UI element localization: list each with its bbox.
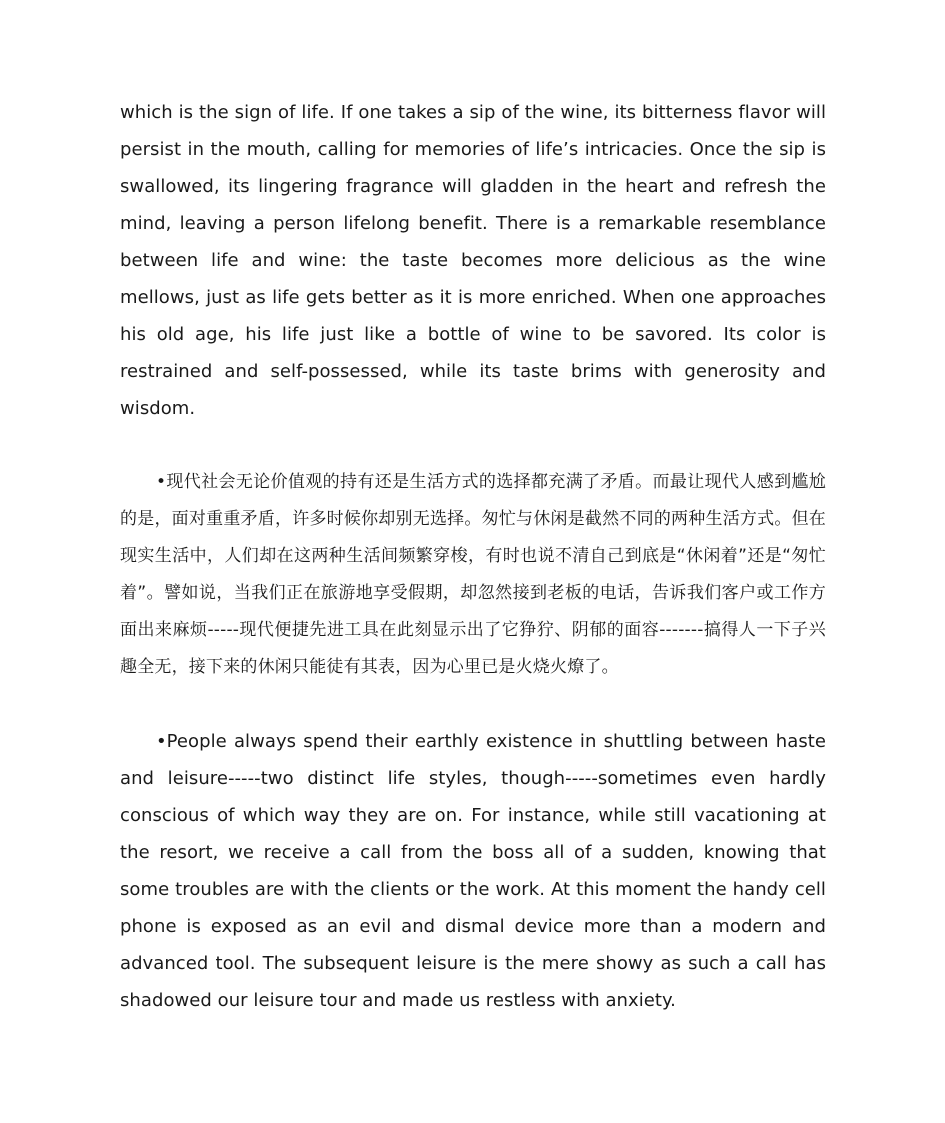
paragraph-chinese <box>120 464 826 686</box>
paragraph-text: 现代社会无论价值观的持有还是生活方式的选择都充满了矛盾。而最让现代人感到尴尬的是，面对重重矛盾，许多时候你却别无选择。匆忙与休闲是截然不同的两种生活方式。但在现实生活中，人们却在这两种生活间频繁穿梭，有时也说不清自己到底是“休闲着”还是“匆忙着”。譬如说，当我们正在旅游地享受假期，却忽然接到老板的电话，告诉我们客户或工作方面出来麻烦-----现代便捷先进工具在此刻显示出了它狰狞、阴郁的面容-------搞得人一下子兴趣全无，接下来的休闲只能徒有其表，因为心里已是火烧火燎了。 <box>120 472 826 677</box>
paragraph-wine <box>120 94 826 427</box>
document-body <box>120 94 826 1019</box>
paragraph-text: which is the sign of life. If one takes a sip of the wine, its bitterness flavor will persist in the mouth, calling for memories of life’s intricacies. Once the sip is swallowed, its lingering fragrance will gladden in the heart and refresh the mind, leaving a person lifelong benefit. There is a remarkable resemblance between life and wine: the taste becomes more delicious as the wine mellows, just as life gets better as it is more enriched. When one approaches his old age, his life just like a bottle of wine to be savored. Its color is restrained and self-possessed, while its taste brims with generosity and wisdom. <box>120 102 826 419</box>
bullet-marker: • <box>156 472 167 492</box>
paragraph-text: People always spend their earthly existence in shuttling between haste and leisure-----two distinct life styles, though-----sometimes even hardly conscious of which way they are on. For instance, while still vacationing at the resort, we receive a call from the boss all of a sudden, knowing that some troubles are with the clients or the work. At this moment the handy cell phone is exposed as an evil and dismal device more than a modern and advanced tool. The subsequent leisure is the mere showy as such a call has shadowed our leisure tour and made us restless with anxiety. <box>120 731 826 1011</box>
paragraph-haste-leisure <box>120 723 826 1019</box>
paragraph-spacer <box>120 427 826 464</box>
bullet-marker: • <box>156 731 167 752</box>
paragraph-spacer <box>120 686 826 723</box>
